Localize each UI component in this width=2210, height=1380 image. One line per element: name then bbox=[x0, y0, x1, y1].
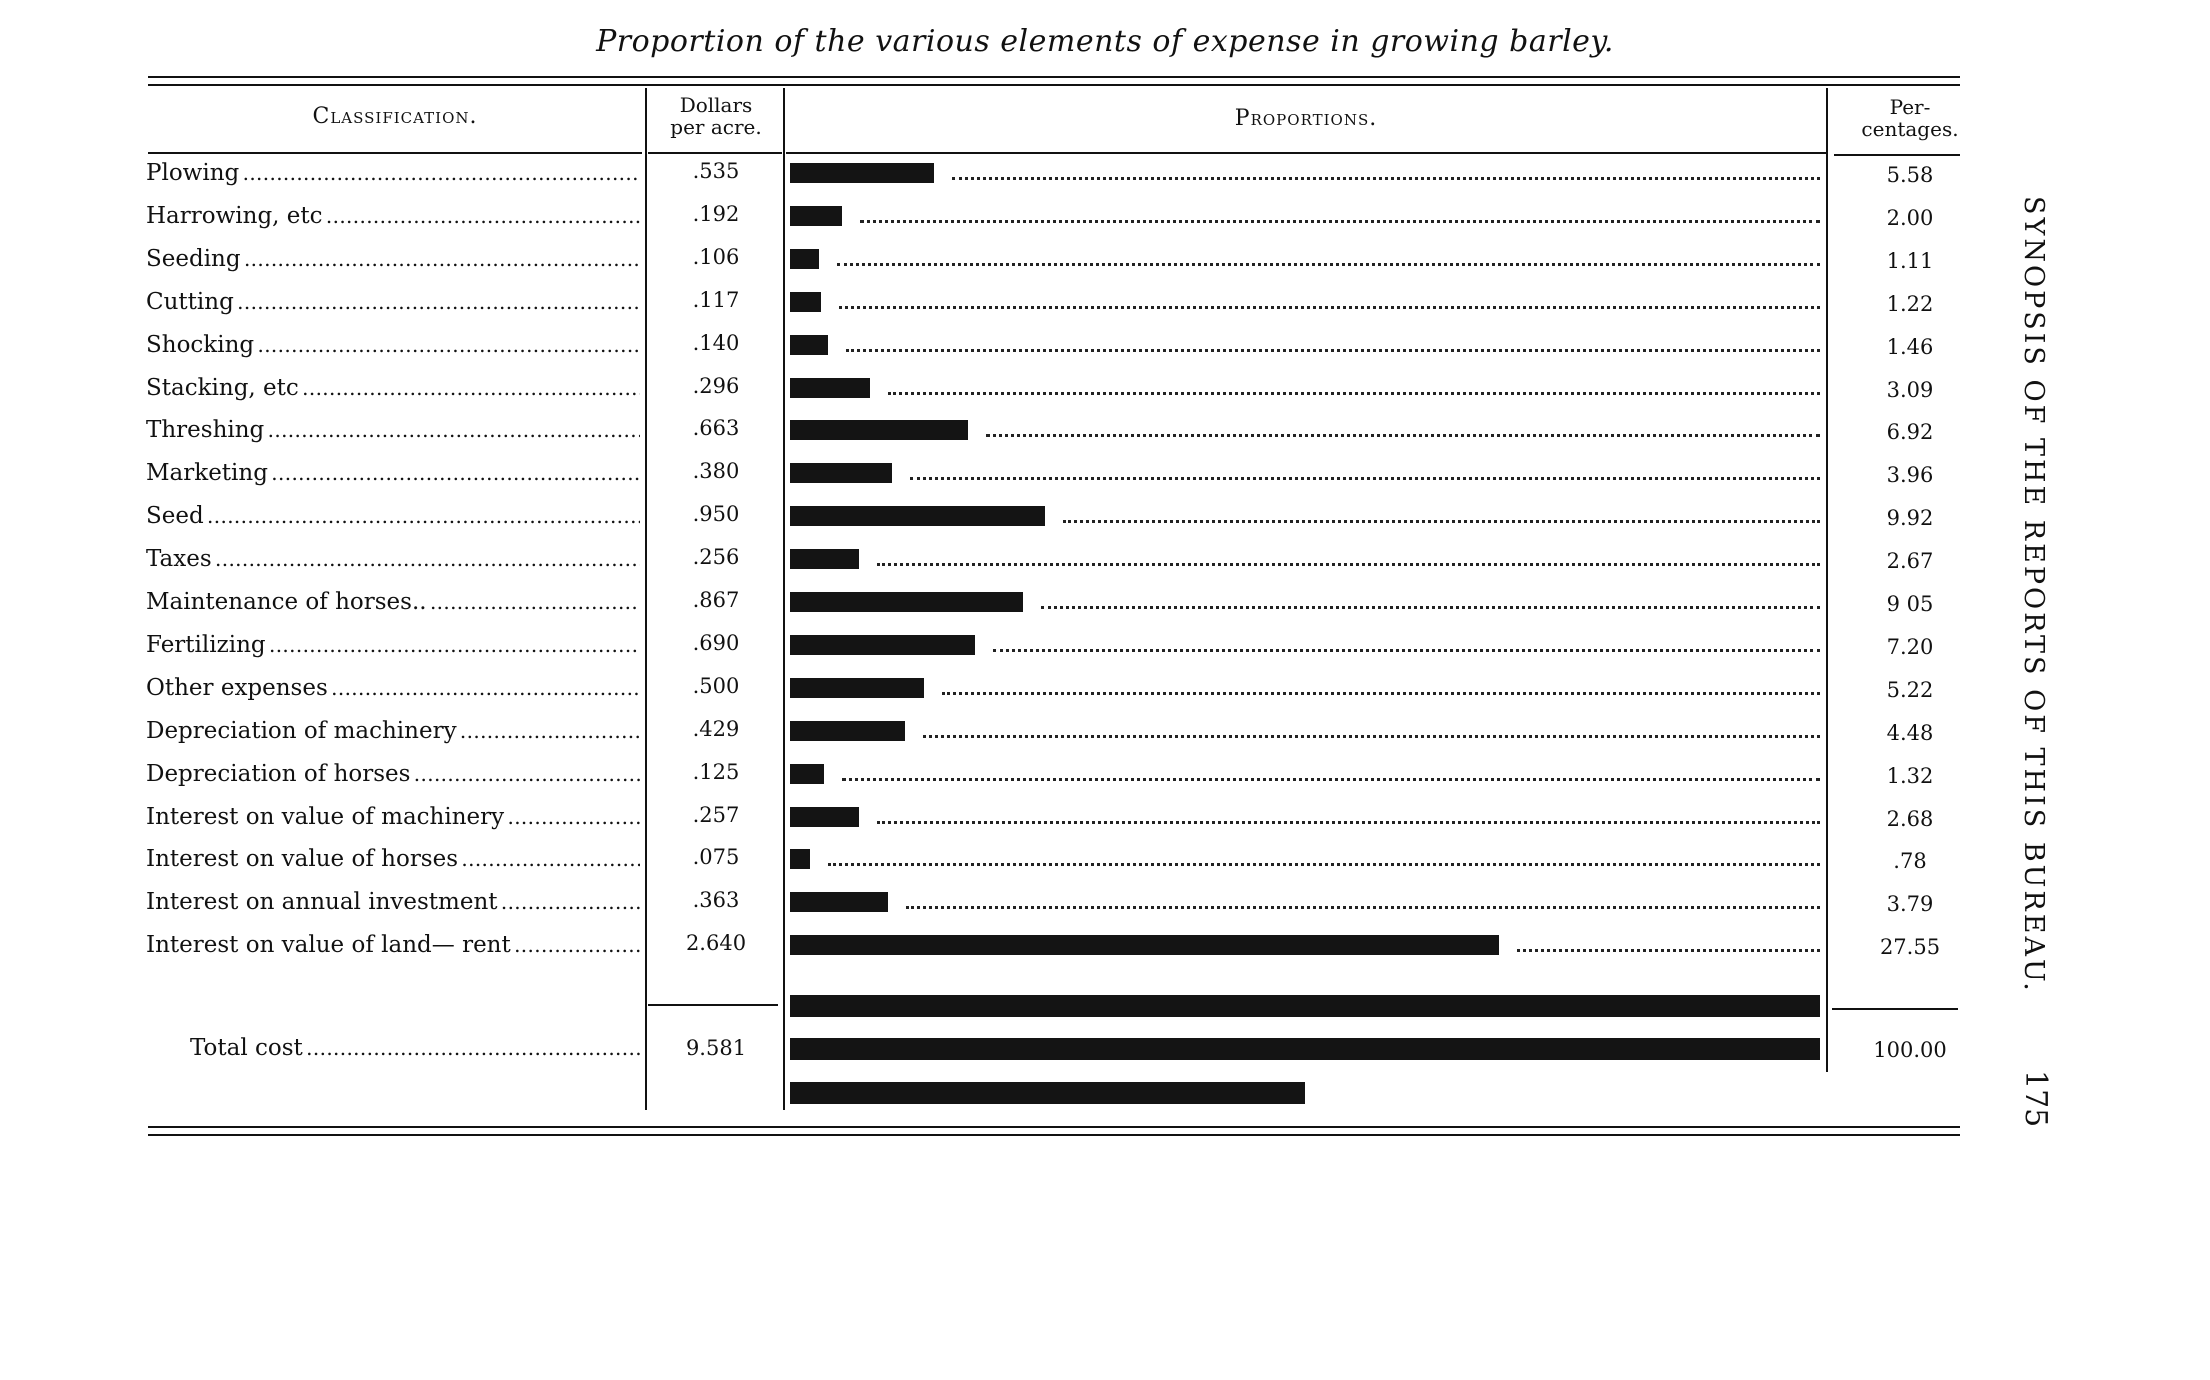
row-dollars: .867 bbox=[692, 588, 740, 612]
row-bar bbox=[790, 420, 968, 440]
row-leader bbox=[923, 735, 1820, 738]
row-percent: 2.67 bbox=[1886, 549, 1934, 573]
row-bar bbox=[790, 892, 888, 912]
row-label: Interest on value of land— rent . . . bbox=[146, 929, 640, 961]
header-dollars-line2: per acre. bbox=[670, 115, 762, 139]
row-leader bbox=[942, 692, 1820, 695]
row-dollars: .106 bbox=[692, 245, 740, 269]
row-dollars: .140 bbox=[692, 331, 740, 355]
row-label: Interest on value of machinery . . . bbox=[146, 801, 640, 833]
total-bar-segment bbox=[790, 1038, 1820, 1060]
header-classification: Classification. bbox=[312, 104, 478, 129]
row-bar bbox=[790, 764, 824, 784]
header-rule-classification bbox=[148, 152, 642, 154]
row-label: Harrowing, etc . . . bbox=[146, 200, 640, 232]
row-label: Seed . . . bbox=[146, 500, 640, 532]
row-leader bbox=[828, 863, 1820, 866]
row-leader bbox=[860, 220, 1821, 223]
row-label: Taxes . . . bbox=[146, 543, 640, 575]
row-percent: 3.96 bbox=[1886, 463, 1934, 487]
row-leader bbox=[952, 177, 1820, 180]
row-percent: 1.32 bbox=[1886, 764, 1934, 788]
row-dollars: .690 bbox=[692, 631, 740, 655]
row-bar bbox=[790, 506, 1045, 526]
row-percent: 2.68 bbox=[1886, 807, 1934, 831]
row-leader bbox=[1041, 606, 1820, 609]
row-percent: 9.92 bbox=[1886, 506, 1934, 530]
row-dollars: .257 bbox=[692, 803, 740, 827]
row-bar bbox=[790, 678, 924, 698]
row-leader bbox=[846, 349, 1820, 352]
row-dollars: .500 bbox=[692, 674, 740, 698]
row-percent: 2.00 bbox=[1886, 206, 1934, 230]
row-bar bbox=[790, 849, 810, 869]
header-rule-percentages bbox=[1834, 154, 1960, 156]
row-bar bbox=[790, 463, 892, 483]
header-percentages-line1: Per- bbox=[1889, 95, 1931, 119]
row-label: Shocking . . . bbox=[146, 329, 640, 361]
row-percent: 27.55 bbox=[1879, 935, 1941, 959]
row-leader bbox=[842, 778, 1820, 781]
row-label: Marketing . . . bbox=[146, 457, 640, 489]
row-bar bbox=[790, 592, 1023, 612]
row-bar bbox=[790, 206, 842, 226]
row-label: Depreciation of machinery . . . bbox=[146, 715, 640, 747]
row-leader bbox=[910, 477, 1820, 480]
total-label: Total cost . . . bbox=[190, 1032, 640, 1064]
row-dollars: .256 bbox=[692, 545, 740, 569]
total-dollars: 9.581 bbox=[685, 1036, 747, 1060]
row-dollars: .296 bbox=[692, 374, 740, 398]
row-percent: 1.11 bbox=[1886, 249, 1934, 273]
header-percentages-line2: centages. bbox=[1861, 117, 1959, 141]
row-bar bbox=[790, 163, 934, 183]
page-number: 175 bbox=[2018, 1070, 2053, 1128]
row-label: Plowing . . . bbox=[146, 157, 640, 189]
row-label: Interest on annual investment . . . bbox=[146, 886, 640, 918]
total-percent: 100.00 bbox=[1873, 1038, 1947, 1062]
row-dollars: 2.640 bbox=[685, 931, 747, 955]
row-percent: 9 05 bbox=[1886, 592, 1934, 616]
row-percent: 1.22 bbox=[1886, 292, 1934, 316]
row-percent: 7.20 bbox=[1886, 635, 1934, 659]
row-bar bbox=[790, 807, 859, 827]
row-label: Depreciation of horses . . . bbox=[146, 758, 640, 790]
row-percent: 3.79 bbox=[1886, 892, 1934, 916]
row-percent: .78 bbox=[1893, 849, 1927, 873]
total-rule-percentages bbox=[1832, 1008, 1958, 1010]
row-bar bbox=[790, 335, 828, 355]
total-bar-segment bbox=[790, 995, 1820, 1017]
row-percent: 6.92 bbox=[1886, 420, 1934, 444]
header-rule-proportions bbox=[786, 152, 1826, 154]
row-leader bbox=[877, 563, 1820, 566]
row-dollars: .535 bbox=[692, 159, 740, 183]
row-leader bbox=[993, 649, 1820, 652]
row-bar bbox=[790, 721, 905, 741]
row-percent: 4.48 bbox=[1886, 721, 1934, 745]
row-leader bbox=[1517, 949, 1820, 952]
row-dollars: .363 bbox=[692, 888, 740, 912]
row-label: Stacking, etc . . . bbox=[146, 372, 640, 404]
row-bar bbox=[790, 292, 821, 312]
top-rule-outer bbox=[148, 76, 1960, 78]
row-bar bbox=[790, 549, 859, 569]
row-dollars: .125 bbox=[692, 760, 740, 784]
row-percent: 5.58 bbox=[1886, 163, 1934, 187]
row-label: Cutting . . . bbox=[146, 286, 640, 318]
divider-proportions-percentages bbox=[1826, 88, 1828, 1072]
row-leader bbox=[839, 306, 1820, 309]
row-dollars: .380 bbox=[692, 459, 740, 483]
row-bar bbox=[790, 935, 1499, 955]
header-dollars-line1: Dollars bbox=[679, 93, 753, 117]
row-label: Other expenses . . . bbox=[146, 672, 640, 704]
row-bar bbox=[790, 378, 870, 398]
row-dollars: .117 bbox=[692, 288, 740, 312]
row-leader bbox=[1063, 520, 1820, 523]
header-proportions: Proportions. bbox=[1234, 106, 1378, 131]
total-bar-segment bbox=[790, 1082, 1305, 1104]
top-rule-inner bbox=[148, 84, 1960, 86]
row-label: Seeding . . . bbox=[146, 243, 640, 275]
row-percent: 3.09 bbox=[1886, 378, 1934, 402]
row-dollars: .075 bbox=[692, 845, 740, 869]
row-dollars: .663 bbox=[692, 416, 740, 440]
bottom-rule-outer bbox=[148, 1134, 1960, 1136]
total-rule-dollars bbox=[648, 1004, 778, 1006]
row-dollars: .429 bbox=[692, 717, 740, 741]
bottom-rule-inner bbox=[148, 1126, 1960, 1128]
row-bar bbox=[790, 635, 975, 655]
row-leader bbox=[986, 434, 1820, 437]
row-leader bbox=[837, 263, 1820, 266]
row-percent: 1.46 bbox=[1886, 335, 1934, 359]
row-leader bbox=[877, 821, 1820, 824]
row-label: Maintenance of horses.. . . . bbox=[146, 586, 640, 618]
row-label: Threshing . . . bbox=[146, 414, 640, 446]
row-label: Fertilizing . . . bbox=[146, 629, 640, 661]
chart-title: Proportion of the various elements of expense in growing barley. bbox=[596, 24, 1614, 59]
row-label: Interest on value of horses . . . bbox=[146, 843, 640, 875]
header-rule-dollars bbox=[648, 152, 782, 154]
running-head: SYNOPSIS OF THE REPORTS OF THIS BUREAU. bbox=[2018, 196, 2049, 994]
row-leader bbox=[888, 392, 1820, 395]
row-dollars: .192 bbox=[692, 202, 740, 226]
row-percent: 5.22 bbox=[1886, 678, 1934, 702]
row-bar bbox=[790, 249, 819, 269]
divider-classification-dollars bbox=[645, 88, 647, 1110]
row-leader bbox=[906, 906, 1820, 909]
row-dollars: .950 bbox=[692, 502, 740, 526]
